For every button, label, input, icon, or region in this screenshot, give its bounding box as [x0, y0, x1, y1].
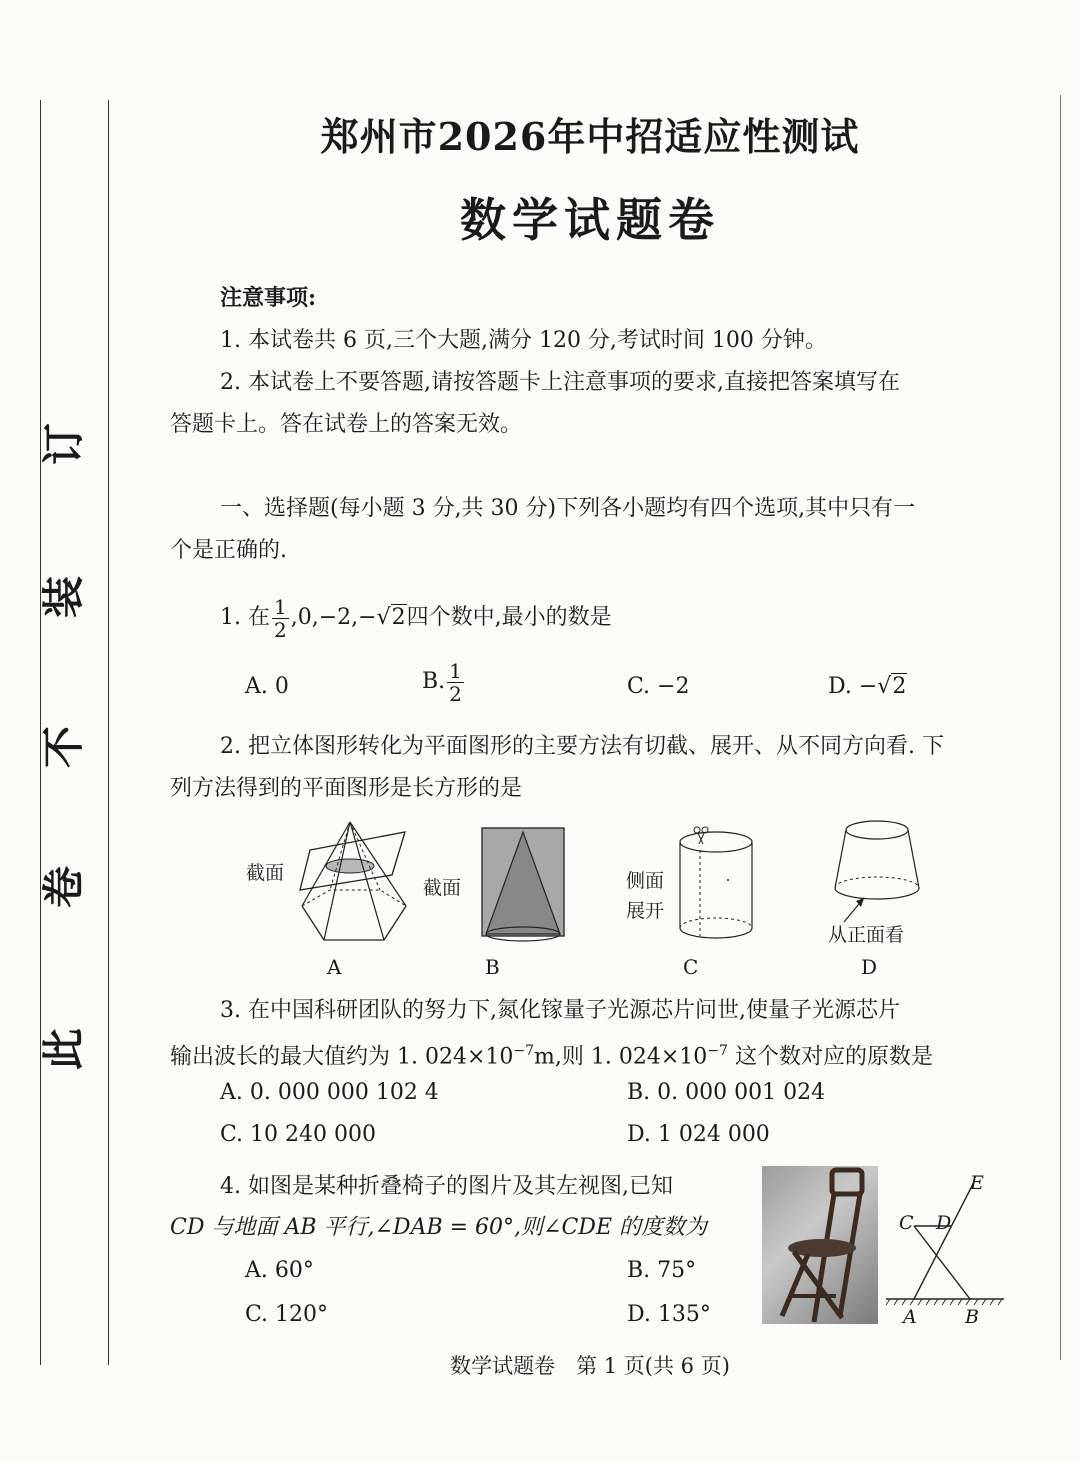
chair-icon: [762, 1166, 878, 1324]
section1-intro-line2: 个是正确的.: [170, 538, 287, 563]
q4-option-c: C. 120°: [245, 1302, 329, 1327]
q3-stem-a: 输出波长的最大值约为 1. 024×10: [170, 1044, 514, 1070]
q3-option-d: D. 1 024 000: [627, 1122, 770, 1147]
q1-stem: [220, 594, 612, 642]
q3-option-a: A. 0. 000 000 102 4: [220, 1080, 439, 1105]
q1-opt-b-num: 1: [449, 658, 462, 683]
q1-prefix: 1. 在: [220, 605, 270, 630]
q3-option-b: B. 0. 000 001 024: [627, 1080, 826, 1105]
q3-stem-line2: [170, 1036, 933, 1072]
notice-item-2-line2: 答题卡上。答在试卷上的答案无效。: [170, 412, 523, 437]
q1-option-d: [828, 672, 907, 702]
q2-figure-d-text: 从正面看: [828, 924, 905, 946]
page-right-edge: [1060, 95, 1061, 1360]
q4-left-view-diagram: [884, 1176, 1009, 1306]
q2-figure-c-label: C: [683, 955, 699, 979]
q1-opt-b-prefix: B.: [422, 669, 446, 694]
q2-figure-c-text-1: 侧面: [626, 870, 665, 892]
page-footer: 数学试题卷 第 1 页(共 6 页): [450, 1354, 730, 1378]
binding-char-juan: 卷: [39, 865, 88, 908]
binding-char-ci: 此: [39, 1027, 88, 1070]
q4-option-d: D. 135°: [627, 1302, 711, 1327]
exam-subtitle: 数学试题卷: [460, 193, 720, 247]
section1-intro-line1: 一、选择题(每小题 3 分,共 30 分)下列各小题均有四个选项,其中只有一: [220, 496, 916, 521]
q4-point-b: B: [965, 1306, 979, 1328]
q3-exp-2: −7: [707, 1043, 728, 1059]
q1-middle: ,0,−2,−: [290, 605, 377, 630]
q1-opt-d-sqrt: 2: [892, 674, 907, 699]
notice-item-2-line1: 2. 本试卷上不要答题,请按答题卡上注意事项的要求,直接把答案填写在: [220, 370, 900, 395]
q1-suffix: 四个数中,最小的数是: [406, 605, 612, 630]
q2-figure-d-label: D: [861, 955, 878, 979]
q2-figure-b-label: B: [485, 955, 500, 979]
sqrt-icon: √: [877, 674, 892, 699]
notice-heading: 注意事项:: [220, 285, 317, 311]
q1-opt-b-den: 2: [449, 681, 462, 706]
q3-option-c: C. 10 240 000: [220, 1122, 376, 1147]
q2-figure-d: [830, 818, 925, 930]
q3-stem-b: m,则 1. 024×10: [534, 1044, 708, 1070]
q2-figure-a: [290, 820, 420, 945]
q4-stem-line2: CD 与地面 AB 平行,∠DAB = 60°,则∠CDE 的度数为: [170, 1215, 707, 1240]
q4-option-b: B. 75°: [627, 1258, 697, 1283]
notice-item-1: 1. 本试卷共 6 页,三个大题,满分 120 分,考试时间 100 分钟。: [220, 328, 827, 353]
q2-stem-line1: 2. 把立体图形转化为平面图形的主要方法有切截、展开、从不同方向看. 下: [220, 734, 944, 759]
q4-stem-line1: 4. 如图是某种折叠椅子的图片及其左视图,已知: [220, 1174, 673, 1199]
q1-opt-b-fraction: [447, 660, 464, 705]
q2-figure-b: [478, 826, 568, 946]
binding-line-right: [108, 100, 109, 1365]
q2-stem-line2: 列方法得到的平面图形是长方形的是: [170, 776, 523, 801]
q2-figure-a-text: 截面: [246, 862, 285, 884]
binding-char-bu: 不: [39, 725, 88, 768]
q3-stem-c: 这个数对应的原数是: [727, 1044, 933, 1070]
binding-char-zhuang: 装: [39, 575, 88, 618]
q2-figure-c-text-2: 展开: [626, 900, 665, 922]
q1-option-c: C. −2: [627, 674, 690, 699]
q1-option-b: [422, 658, 466, 706]
q4-point-a: A: [903, 1306, 917, 1328]
q3-stem-line1: 3. 在中国科研团队的努力下,氮化镓量子光源芯片问世,使量子光源芯片: [220, 998, 900, 1023]
binding-char-ding: 订: [39, 422, 88, 465]
q1-frac-num: 1: [273, 594, 287, 619]
q4-chair-photo: [762, 1166, 878, 1324]
q2-figure-c: [676, 824, 760, 944]
q1-frac-den: 2: [273, 617, 287, 642]
q4-option-a: A. 60°: [245, 1258, 314, 1283]
q2-figure-a-label: A: [327, 955, 342, 979]
q4-point-d: D: [936, 1212, 952, 1234]
q1-fraction: [272, 596, 289, 641]
q3-exp-1: −7: [513, 1043, 535, 1059]
q1-option-a: A. 0: [245, 674, 289, 699]
q4-point-c: C: [899, 1212, 914, 1234]
q1-opt-d-prefix: D. −: [828, 674, 878, 699]
exam-title: 郑州市2026年中招适应性测试: [320, 114, 860, 159]
q1-sqrt-val: 2: [391, 605, 406, 630]
q2-figure-b-text: 截面: [423, 877, 462, 899]
sqrt-icon: √: [376, 605, 391, 630]
q4-point-e: E: [970, 1172, 984, 1194]
